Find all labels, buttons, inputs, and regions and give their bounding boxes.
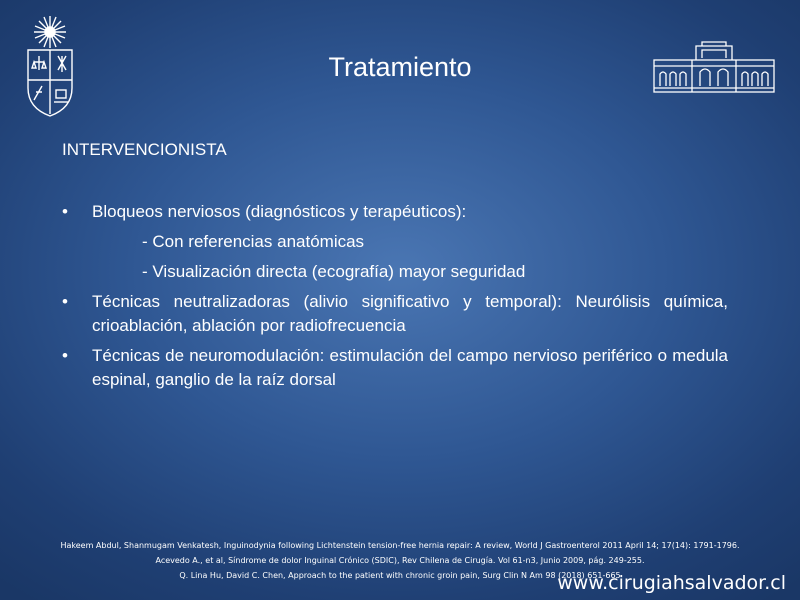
sub-item: - Con referencias anatómicas	[142, 232, 365, 251]
bullet-item	[62, 290, 728, 338]
section-heading: INTERVENCIONISTA	[62, 140, 227, 159]
bullet-dot: •	[62, 346, 68, 365]
website-url: www.cirugiahsalvador.cl	[557, 572, 786, 594]
reference-line: Q. Lina Hu, David C. Chen, Approach to the patient with chronic groin pain, Surg Clin N Am 98 (2018) 651-665	[179, 571, 621, 580]
bullet-dot: •	[62, 202, 68, 221]
bullet-item	[62, 200, 728, 224]
reference-line: Acevedo A., et al, Síndrome de dolor Inguinal Crónico (SDIC), Rev Chilena de Cirugía. Vol 61-n3, Junio 2009, pág. 249-255.	[155, 556, 645, 565]
bullet-dot: •	[62, 292, 68, 311]
reference-line: Hakeem Abdul, Shanmugam Venkatesh, Inguinodynia following Lichtenstein tension-free hernia repair: A review, World J Gastroenterol 2011 April 14; 17(14): 1791-1796.	[60, 541, 740, 550]
bullet-text: Bloqueos nerviosos (diagnósticos y terapéuticos):	[92, 202, 467, 221]
slide-content	[62, 140, 728, 398]
slide-title: Tratamiento	[328, 52, 472, 82]
sub-item: - Visualización directa (ecografía) mayor seguridad	[142, 262, 526, 281]
bullet-text: Técnicas neutralizadoras (alivio significativo y temporal): Neurólisis química, crioablación, ablación por radiofrecuencia	[92, 292, 728, 335]
bullet-item	[62, 344, 728, 392]
bullet-text: Técnicas de neuromodulación: estimulación del campo nervioso periférico o medula espinal, ganglio de la raíz dorsal	[92, 346, 728, 389]
